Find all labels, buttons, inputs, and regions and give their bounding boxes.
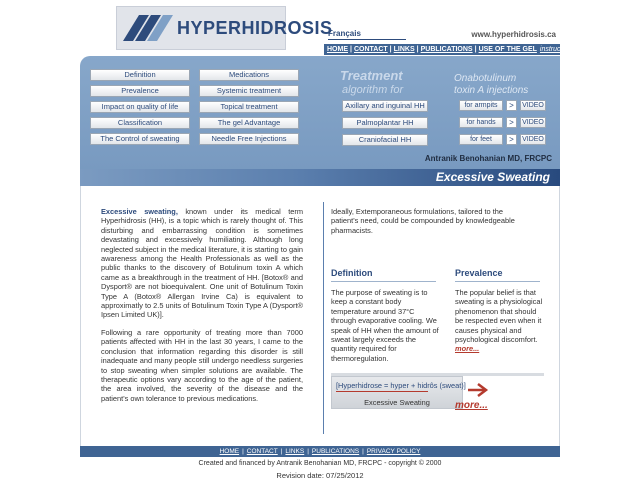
logo-text: HYPERHIDROSIS bbox=[177, 17, 333, 38]
treatment-title: Treatment bbox=[340, 68, 403, 83]
onabotulinum-line2: toxin A injections bbox=[454, 85, 529, 96]
menu-impact-quality-of-life[interactable]: Impact on quality of life bbox=[90, 101, 190, 113]
site-url: www.hyperhidrosis.ca bbox=[471, 30, 556, 39]
banner-title: Excessive Sweating bbox=[435, 170, 550, 184]
injection-armpits-link[interactable]: for armpits bbox=[459, 100, 503, 111]
treatment-subtitle: algorithm for bbox=[342, 84, 404, 96]
footer-nav bbox=[80, 446, 560, 457]
etymology-underline bbox=[336, 391, 428, 392]
prevalence-more-link[interactable]: more... bbox=[455, 344, 480, 354]
topnav-contact[interactable]: CONTACT bbox=[353, 46, 388, 53]
footer-links[interactable]: LINKS bbox=[285, 448, 305, 455]
intro-paragraph-1 bbox=[101, 207, 303, 320]
menu-control-of-sweating[interactable]: The Control of sweating bbox=[90, 133, 190, 145]
revision-label: Revision date: bbox=[276, 471, 324, 480]
algorithm-axillary-inguinal[interactable]: Axillary and inguinal HH bbox=[342, 100, 428, 112]
injection-hands-link[interactable]: for hands bbox=[459, 117, 503, 128]
footer-credit: Created and financed by Antranik Benohanian MD, FRCPC - copyright © 2000 bbox=[198, 460, 442, 467]
main-content bbox=[80, 186, 560, 446]
prevalence-body bbox=[455, 288, 545, 354]
algorithm-palmoplantar[interactable]: Palmoplantar HH bbox=[342, 117, 428, 129]
logo-stripes-icon bbox=[123, 13, 175, 43]
footer-home[interactable]: HOME bbox=[219, 448, 240, 455]
nav-separator: | bbox=[362, 448, 364, 455]
footer-privacy-policy[interactable]: PRIVACY POLICY bbox=[366, 448, 421, 455]
menu-prevalence[interactable]: Prevalence bbox=[90, 85, 190, 97]
menu-topical-treatment[interactable]: Topical treatment bbox=[199, 101, 299, 113]
menu-medications[interactable]: Medications bbox=[199, 69, 299, 81]
banner-band bbox=[80, 169, 560, 186]
footer-contact[interactable]: CONTACT bbox=[246, 448, 278, 455]
more-link[interactable]: more... bbox=[455, 400, 488, 411]
arrow-right-icon: > bbox=[506, 100, 517, 111]
menu-classification[interactable]: Classification bbox=[90, 117, 190, 129]
etymology-caption: Excessive Sweating bbox=[364, 398, 430, 407]
lead-term: Excessive sweating, bbox=[101, 207, 178, 216]
topnav-instructions[interactable]: instructions bbox=[539, 46, 576, 53]
video-armpits-button[interactable]: VIDEO bbox=[520, 100, 546, 111]
nav-separator: | bbox=[350, 46, 352, 53]
arrow-right-icon: > bbox=[506, 117, 517, 128]
video-feet-button[interactable]: VIDEO bbox=[520, 134, 546, 145]
revision-value: 07/25/2012 bbox=[326, 471, 364, 480]
topnav-links[interactable]: LINKS bbox=[393, 46, 415, 53]
prevalence-body-text: The popular belief is that sweating is a physiological phenomenon that should be respected even when it causes physical and psychological discomfort. bbox=[455, 288, 543, 345]
footer-publications[interactable]: PUBLICATIONS bbox=[311, 448, 360, 455]
revision-date bbox=[0, 471, 640, 480]
intro-paragraph-2: Following a rare opportunity of treating more than 7000 patients affected with HH in the last 30 years, I came to the conclusion that information regarding this disorder is still inadequate and many people still undergo needless surgeries to stop sweating when simpler solutions are available. The therapeutic options vary according to the age of the patient, the area involved, the severity of the disease and the patient's own tolerance to previous medications. bbox=[101, 327, 303, 403]
arrow-right-icon: > bbox=[506, 134, 517, 145]
hero-panel bbox=[80, 56, 560, 186]
prevalence-rule bbox=[455, 281, 540, 282]
nav-separator: | bbox=[416, 46, 419, 53]
menu-needle-free-injections[interactable]: Needle Free Injections bbox=[199, 133, 299, 145]
intro-paragraph-1-text: known under its medical term Hyperhidrosis (HH), is a topic which is rarely thought of. This disturbing and embarrassing condition is sometimes devastating and excessively humiliating. Although long neglected subject in the medical literature, it is starting to gain awareness among the Health Professionals as well as the public thanks to the discovery of Botulinum toxin A which came as a breakthrough in the treatment of HH. [Botox® and Dysport® are not bioequivalent. One unit of Botulinum Toxin Type A (Botox® Allergan Irvine Ca) is equivalent to approximatly to 2.5 units of Botulinum Toxin Type A (Dysport® Ipsen Limited UK)]. bbox=[101, 207, 303, 320]
topnav-publications[interactable]: PUBLICATIONS bbox=[420, 46, 473, 53]
menu-gel-advantage[interactable]: The gel Advantage bbox=[199, 117, 299, 129]
video-hands-button[interactable]: VIDEO bbox=[520, 117, 546, 128]
topnav-use-of-gel[interactable]: USE OF THE GEL bbox=[478, 46, 537, 53]
formulation-note: Ideally, Extemporaneous formulations, tailored to the patient's need, could be compounded by knowledgeable pharmacists. bbox=[331, 207, 515, 235]
algorithm-craniofacial[interactable]: Craniofacial HH bbox=[342, 134, 428, 146]
definition-body: The purpose of sweating is to keep a constant body temperature around 37°C through evaporative cooling. We speak of HH when the amount of sweat largely exceeds the quantity required for thermoregulation. bbox=[331, 288, 439, 363]
menu-systemic-treatment[interactable]: Systemic treatment bbox=[199, 85, 299, 97]
arrow-right-icon bbox=[467, 382, 489, 398]
onabotulinum-line1: Onabotulinum bbox=[454, 73, 517, 84]
onabotulinum-heading bbox=[454, 73, 528, 97]
etymology-box bbox=[331, 376, 466, 409]
author-credit: Antranik Benohanian MD, FRCPC bbox=[424, 154, 552, 163]
nav-separator: | bbox=[242, 448, 244, 455]
definition-title: Definition bbox=[331, 268, 373, 278]
nav-separator: | bbox=[389, 46, 392, 53]
language-link[interactable]: Français bbox=[328, 29, 406, 40]
definition-rule bbox=[331, 281, 436, 282]
prevalence-title: Prevalence bbox=[455, 268, 503, 278]
nav-separator: | bbox=[280, 448, 283, 455]
nav-separator: | bbox=[474, 46, 477, 53]
top-nav bbox=[324, 44, 576, 55]
column-divider bbox=[323, 202, 324, 434]
nav-separator: | bbox=[307, 448, 309, 455]
site-logo[interactable] bbox=[116, 6, 333, 50]
topnav-home[interactable]: HOME bbox=[327, 46, 348, 53]
injection-feet-link[interactable]: for feet bbox=[459, 134, 503, 145]
intro-column bbox=[101, 207, 303, 411]
menu-definition[interactable]: Definition bbox=[90, 69, 190, 81]
etymology-formula: [Hyperhidrose = hyper + hidrôs (sweat)] bbox=[336, 381, 466, 390]
